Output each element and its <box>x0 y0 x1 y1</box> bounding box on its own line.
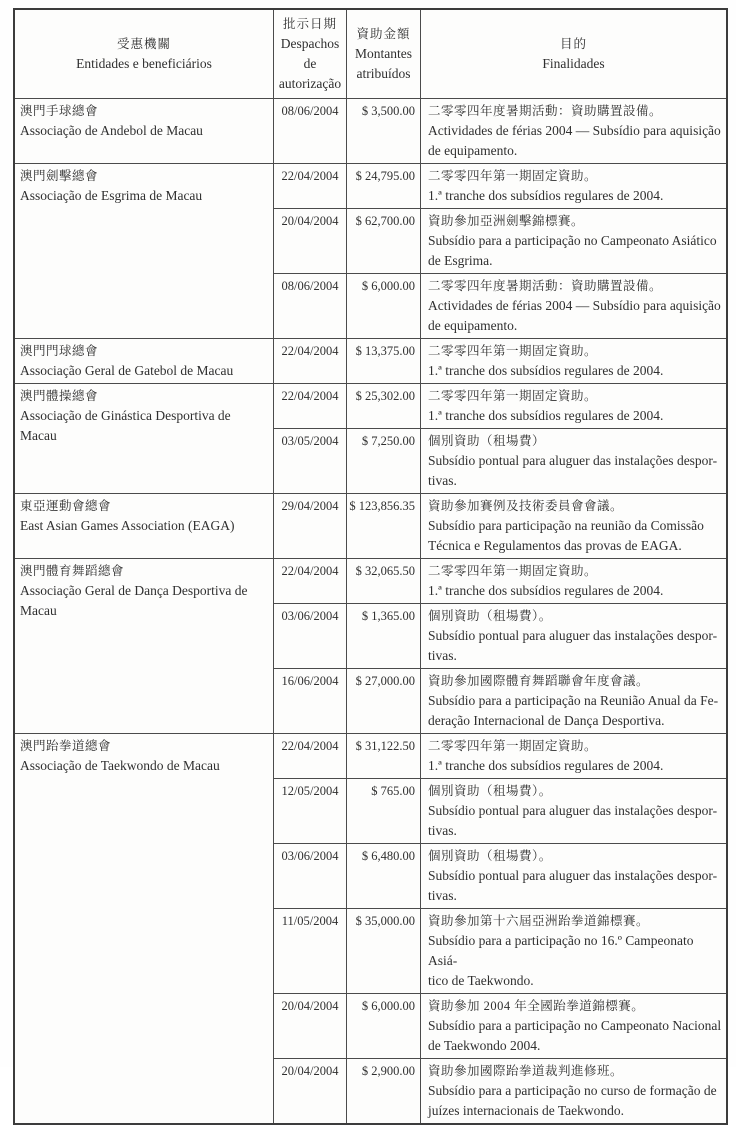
grant-date: 16/06/2004 <box>274 669 347 733</box>
grant-amount: $ 1,365.00 <box>347 604 421 668</box>
purpose-pt-line: juízes internacionais de Taekwondo. <box>428 1103 624 1118</box>
purpose-pt-line: tivas. <box>428 648 457 663</box>
grant-date: 20/04/2004 <box>274 994 347 1058</box>
grant-purpose <box>421 779 726 843</box>
grant-amount: $ 62,700.00 <box>347 209 421 273</box>
grant-amount: $ 31,122.50 <box>347 734 421 778</box>
grant-amount: $ 2,900.00 <box>347 1059 421 1123</box>
table-section <box>15 734 726 1123</box>
grant-amount: $ 3,500.00 <box>347 99 421 163</box>
grant-purpose <box>421 494 726 558</box>
purpose-pt-line: 1.ª tranche dos subsídios regulares de 2004. <box>428 188 664 203</box>
purpose-pt-line: Subsídio para a participação na Reunião Anual da Fe- <box>428 693 719 708</box>
grant-row <box>274 994 726 1059</box>
entity-name-zh: 澳門劍擊總會 <box>20 169 99 183</box>
grant-purpose <box>421 429 726 493</box>
entity-name-zh: 澳門體育舞蹈總會 <box>20 564 125 578</box>
entity-name-pt: Associação de Ginástica Desportiva de Macau <box>20 408 231 443</box>
table-section <box>15 164 726 339</box>
entity-name-zh: 澳門門球總會 <box>20 344 99 358</box>
purpose-zh: 資助參加賽例及技術委員會會議。 <box>428 499 624 513</box>
purpose-pt-line: Actividades de férias 2004 — Subsídio para aquisição <box>428 298 721 313</box>
purpose-pt-line: deração Internacional de Dança Desportiva. <box>428 713 665 728</box>
grant-rows <box>274 559 726 733</box>
entity-cell <box>15 559 274 733</box>
table-body <box>15 99 726 1123</box>
header-purpose <box>421 10 726 98</box>
entity-name-zh: 東亞運動會總會 <box>20 499 112 513</box>
grant-date: 20/04/2004 <box>274 209 347 273</box>
purpose-pt-line: tivas. <box>428 473 457 488</box>
purpose-zh: 二零零四年第一期固定資助。 <box>428 739 598 753</box>
purpose-zh: 資助參加第十六屆亞洲跆拳道錦標賽。 <box>428 914 650 928</box>
purpose-pt-line: Actividades de férias 2004 — Subsídio para aquisição <box>428 123 721 138</box>
purpose-pt-line: de equipamento. <box>428 318 518 333</box>
grant-amount: $ 25,302.00 <box>347 384 421 428</box>
entity-name-zh: 澳門跆拳道總會 <box>20 739 112 753</box>
header-amount <box>347 10 421 98</box>
grant-row <box>274 429 726 493</box>
grant-date: 03/06/2004 <box>274 604 347 668</box>
grant-row <box>274 669 726 733</box>
grant-amount: $ 6,000.00 <box>347 274 421 338</box>
grant-amount: $ 24,795.00 <box>347 164 421 208</box>
grant-purpose <box>421 909 726 993</box>
purpose-pt-line: Subsídio para a participação no curso de formação de <box>428 1083 717 1098</box>
purpose-zh: 二零零四年第一期固定資助。 <box>428 389 598 403</box>
entity-name-zh: 澳門手球總會 <box>20 104 99 118</box>
purpose-pt-line: Subsídio pontual para aluguer das instalações despor- <box>428 453 718 468</box>
entity-cell <box>15 164 274 338</box>
entity-name-pt: Associação Geral de Gatebol de Macau <box>20 363 234 378</box>
grant-row <box>274 734 726 779</box>
purpose-zh: 資助參加亞洲劍擊錦標賽。 <box>428 214 585 228</box>
grant-amount: $ 7,250.00 <box>347 429 421 493</box>
entity-cell <box>15 384 274 493</box>
entity-cell <box>15 99 274 163</box>
grant-purpose <box>421 164 726 208</box>
purpose-pt-line: Subsídio pontual para aluguer das instalações despor- <box>428 628 718 643</box>
purpose-zh: 個別資助（租場費）。 <box>428 609 552 623</box>
grant-row <box>274 844 726 909</box>
grant-purpose <box>421 994 726 1058</box>
entity-name-pt: Associação de Andebol de Macau <box>20 123 203 138</box>
entity-name-pt: Associação de Esgrima de Macau <box>20 188 203 203</box>
header-entities-zh: 受惠機關 <box>116 37 171 51</box>
purpose-pt-line: de equipamento. <box>428 143 518 158</box>
purpose-zh: 個別資助（租場費）。 <box>428 849 552 863</box>
grant-amount: $ 13,375.00 <box>347 339 421 383</box>
header-purpose-zh: 目的 <box>559 37 587 51</box>
purpose-zh: 二零零四年第一期固定資助。 <box>428 169 598 183</box>
purpose-pt-line: Técnica e Regulamentos das provas de EAGA. <box>428 538 682 553</box>
purpose-pt-line: Subsídio pontual para aluguer das instalações despor- <box>428 868 718 883</box>
subsidy-table <box>13 8 728 1125</box>
entity-name-pt: East Asian Games Association (EAGA) <box>20 518 235 533</box>
table-section <box>15 339 726 384</box>
purpose-pt-line: 1.ª tranche dos subsídios regulares de 2004. <box>428 583 664 598</box>
entity-cell <box>15 734 274 1123</box>
grant-purpose <box>421 604 726 668</box>
header-date-zh: 批示日期 <box>282 17 337 31</box>
grant-rows <box>274 734 726 1123</box>
purpose-zh: 二零零四年度暑期活動：資助購置設備。 <box>428 104 663 118</box>
grant-date: 03/06/2004 <box>274 844 347 908</box>
header-amount-pt-line2: atribuídos <box>356 66 411 81</box>
header-purpose-pt: Finalidades <box>542 56 605 71</box>
grant-amount: $ 765.00 <box>347 779 421 843</box>
grant-row <box>274 164 726 209</box>
grant-row <box>274 1059 726 1123</box>
purpose-pt-line: Subsídio para a participação no Campeonato Asiático <box>428 233 717 248</box>
grant-row <box>274 779 726 844</box>
purpose-zh: 資助參加國際跆拳道裁判進修班。 <box>428 1064 624 1078</box>
grant-rows <box>274 494 726 558</box>
grant-row <box>274 209 726 274</box>
table-header-row <box>15 10 726 99</box>
grant-rows <box>274 99 726 163</box>
grant-row <box>274 99 726 163</box>
grant-amount: $ 123,856.35 <box>347 494 421 558</box>
purpose-zh: 資助參加國際體育舞蹈聯會年度會議。 <box>428 674 650 688</box>
grant-rows <box>274 384 726 493</box>
purpose-zh: 二零零四年第一期固定資助。 <box>428 344 598 358</box>
grant-purpose <box>421 384 726 428</box>
grant-purpose <box>421 339 726 383</box>
purpose-pt-line: Subsídio pontual para aluguer das instalações despor- <box>428 803 718 818</box>
purpose-pt-line: Subsídio para a participação no Campeonato Nacional <box>428 1018 722 1033</box>
grant-purpose <box>421 669 726 733</box>
grant-amount: $ 35,000.00 <box>347 909 421 993</box>
grant-date: 08/06/2004 <box>274 99 347 163</box>
purpose-zh: 二零零四年度暑期活動：資助購置設備。 <box>428 279 663 293</box>
grant-date: 08/06/2004 <box>274 274 347 338</box>
grant-row <box>274 494 726 558</box>
grant-purpose <box>421 844 726 908</box>
table-section <box>15 559 726 734</box>
purpose-zh: 二零零四年第一期固定資助。 <box>428 564 598 578</box>
table-section <box>15 494 726 559</box>
header-entities-pt: Entidades e beneficiários <box>76 56 212 71</box>
purpose-pt-line: de Esgrima. <box>428 253 493 268</box>
grant-amount: $ 27,000.00 <box>347 669 421 733</box>
purpose-pt-line: Subsídio para a participação no 16.º Campeonato Asiá- <box>428 933 694 968</box>
grant-date: 20/04/2004 <box>274 1059 347 1123</box>
entity-name-pt: Associação Geral de Dança Desportiva de <box>20 583 248 598</box>
grant-row <box>274 274 726 338</box>
grant-date: 11/05/2004 <box>274 909 347 993</box>
entity-name-pt: Macau <box>20 603 57 618</box>
grant-row <box>274 384 726 429</box>
header-amount-pt-line1: Montantes <box>355 46 412 61</box>
grant-purpose <box>421 209 726 273</box>
grant-rows <box>274 164 726 338</box>
entity-name-zh: 澳門體操總會 <box>20 389 99 403</box>
grant-date: 03/05/2004 <box>274 429 347 493</box>
header-date-pt-line1: Despachos de <box>280 36 340 71</box>
grant-date: 29/04/2004 <box>274 494 347 558</box>
purpose-pt-line: tivas. <box>428 823 457 838</box>
entity-cell <box>15 339 274 383</box>
grant-rows <box>274 339 726 383</box>
grant-purpose <box>421 274 726 338</box>
grant-purpose <box>421 559 726 603</box>
purpose-pt-line: Subsídio para participação na reunião da Comissão <box>428 518 704 533</box>
grant-date: 12/05/2004 <box>274 779 347 843</box>
grant-date: 22/04/2004 <box>274 384 347 428</box>
grant-amount: $ 32,065.50 <box>347 559 421 603</box>
purpose-pt-line: 1.ª tranche dos subsídios regulares de 2004. <box>428 363 664 378</box>
grant-row <box>274 909 726 994</box>
grant-date: 22/04/2004 <box>274 734 347 778</box>
entity-name-pt: Associação de Taekwondo de Macau <box>20 758 220 773</box>
grant-purpose <box>421 734 726 778</box>
grant-amount: $ 6,480.00 <box>347 844 421 908</box>
header-amount-zh: 資助金額 <box>356 27 411 41</box>
header-date <box>274 10 347 98</box>
purpose-pt-line: 1.ª tranche dos subsídios regulares de 2004. <box>428 758 664 773</box>
purpose-pt-line: tico de Taekwondo. <box>428 973 534 988</box>
purpose-zh: 資助參加 2004 年全國跆拳道錦標賽。 <box>428 999 645 1013</box>
grant-purpose <box>421 1059 726 1123</box>
header-entities <box>15 10 274 98</box>
grant-date: 22/04/2004 <box>274 559 347 603</box>
grant-row <box>274 339 726 383</box>
table-section <box>15 384 726 494</box>
grant-amount: $ 6,000.00 <box>347 994 421 1058</box>
grant-date: 22/04/2004 <box>274 339 347 383</box>
header-date-pt-line2: autorização <box>278 76 342 91</box>
grant-purpose <box>421 99 726 163</box>
purpose-pt-line: 1.ª tranche dos subsídios regulares de 2004. <box>428 408 664 423</box>
purpose-pt-line: de Taekwondo 2004. <box>428 1038 541 1053</box>
table-section <box>15 99 726 164</box>
grant-row <box>274 559 726 604</box>
purpose-pt-line: tivas. <box>428 888 457 903</box>
purpose-zh: 個別資助（租場費） <box>428 434 546 448</box>
purpose-zh: 個別資助（租場費）。 <box>428 784 552 798</box>
entity-cell <box>15 494 274 558</box>
grant-row <box>274 604 726 669</box>
grant-date: 22/04/2004 <box>274 164 347 208</box>
